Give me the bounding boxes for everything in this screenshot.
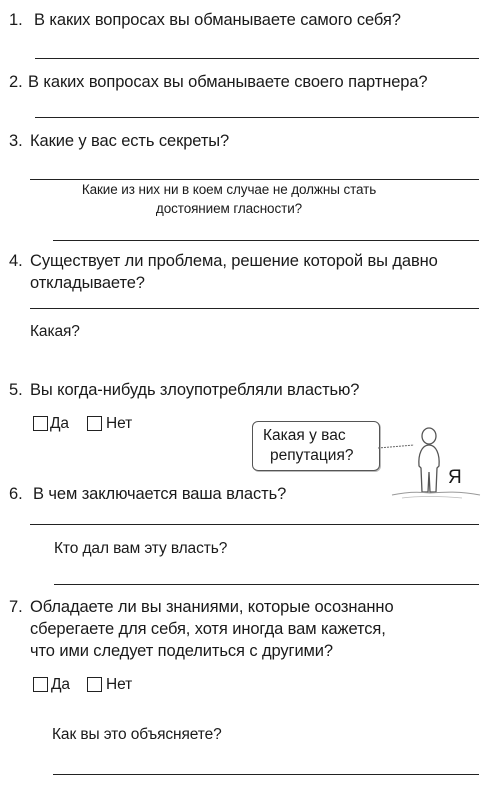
checkbox-yes-5[interactable] — [33, 416, 48, 431]
question-5-text: Вы когда-нибудь злоупотребляли властью? — [30, 381, 360, 399]
answer-line-6[interactable] — [30, 524, 479, 525]
question-3-sub-line-1: Какие из них ни в коем случае не должны стать — [81, 182, 377, 197]
callout-line-1: Какая у вас — [263, 427, 346, 444]
answer-line-7[interactable] — [53, 774, 479, 775]
question-4-sub: Какая? — [30, 323, 80, 340]
answer-line-3-sub[interactable] — [53, 240, 479, 241]
label-no-7: Нет — [106, 676, 133, 693]
question-4-text-line-2: откладываете? — [30, 274, 145, 292]
figure-label: Я — [448, 467, 462, 488]
answer-line-6-sub[interactable] — [54, 584, 479, 585]
label-yes-7: Да — [51, 676, 70, 693]
question-2-number: 2. — [9, 73, 23, 91]
question-3-sub-line-2: достоянием гласности? — [155, 201, 303, 216]
question-7-number: 7. — [9, 598, 23, 616]
question-6-text: В чем заключается ваша власть? — [33, 485, 287, 503]
checkbox-yes-7[interactable] — [33, 677, 48, 692]
answer-line-4[interactable] — [30, 308, 479, 309]
answer-line-1[interactable] — [35, 58, 479, 59]
question-2-text: В каких вопросах вы обманываете своего партнера? — [28, 73, 428, 91]
question-6-number: 6. — [9, 485, 23, 503]
answer-line-2[interactable] — [35, 117, 479, 118]
question-4-number: 4. — [9, 252, 23, 270]
question-7-sub: Как вы это объясняете? — [52, 726, 222, 743]
question-3-number: 3. — [9, 132, 23, 150]
question-7-text-line-2: сберегаете для себя, хотя иногда вам кажется, — [30, 620, 386, 638]
question-1-number: 1. — [9, 11, 23, 29]
question-3-text: Какие у вас есть секреты? — [30, 132, 230, 150]
question-1-text: В каких вопросах вы обманываете самого себя? — [34, 11, 401, 29]
answer-line-3[interactable] — [30, 179, 479, 180]
question-7-text-line-1: Обладаете ли вы знаниями, которые осознанно — [30, 598, 394, 616]
label-no-5: Нет — [106, 415, 133, 432]
reputation-callout — [252, 421, 380, 471]
question-7-text-line-3: что ими следует поделиться с другими? — [30, 642, 333, 660]
person-figure-icon — [372, 418, 492, 502]
checkbox-no-5[interactable] — [87, 416, 102, 431]
question-5-number: 5. — [9, 381, 23, 399]
checkbox-no-7[interactable] — [87, 677, 102, 692]
callout-line-2: репутация? — [270, 447, 354, 464]
label-yes-5: Да — [50, 415, 69, 432]
question-4-text-line-1: Существует ли проблема, решение которой вы давно — [30, 252, 438, 270]
question-6-sub: Кто дал вам эту власть? — [54, 540, 228, 557]
